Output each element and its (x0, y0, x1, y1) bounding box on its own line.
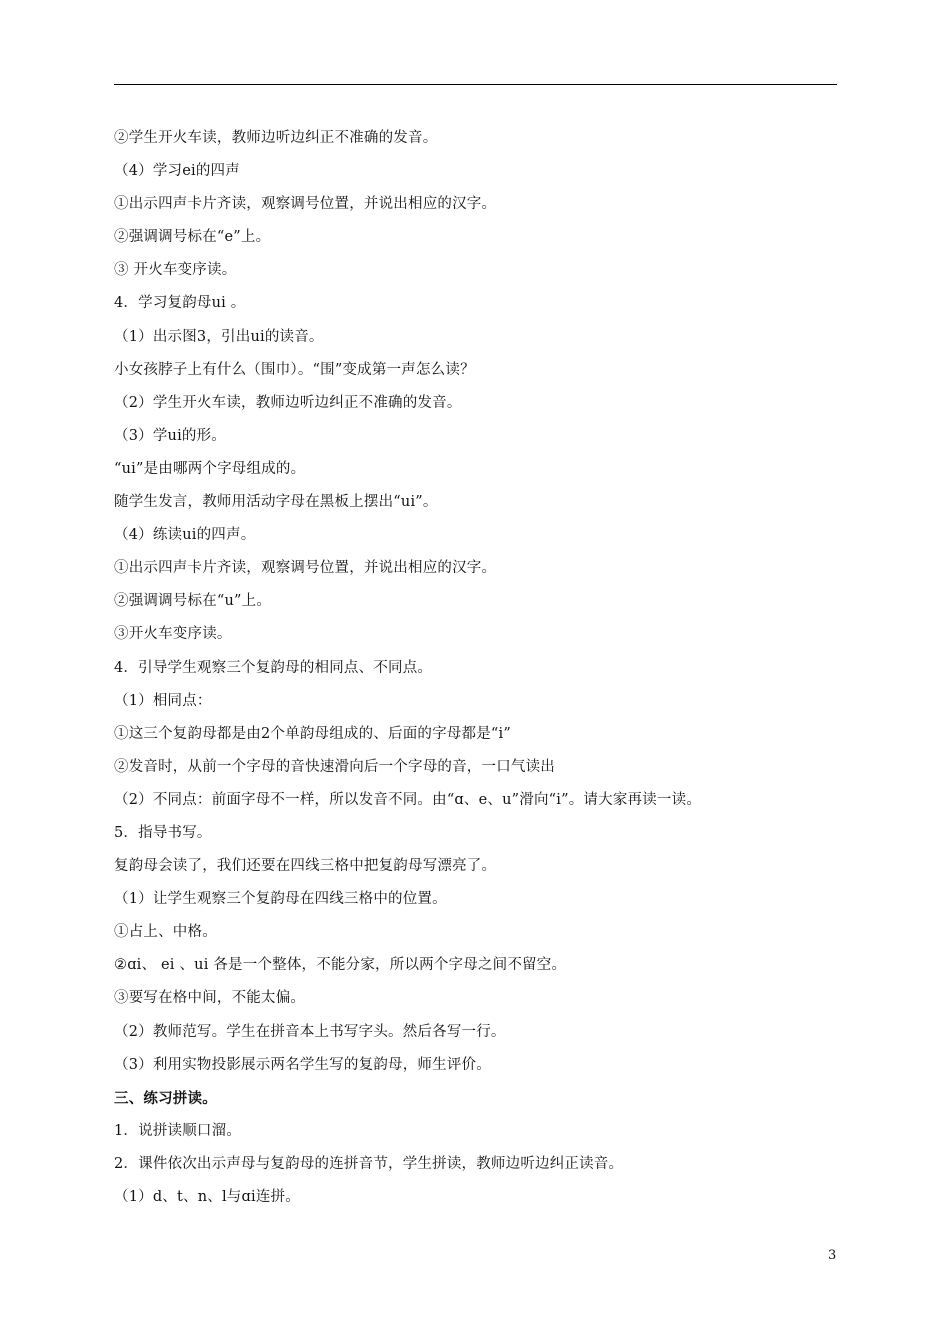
section-heading: 三、练习拼读。 (114, 1089, 217, 1107)
text-line: 复韵母会读了，我们还要在四线三格中把复韵母写漂亮了。 (114, 858, 497, 875)
text-line: 5．指导书写。 (114, 824, 212, 841)
text-line: （3）学ui的形。 (114, 427, 227, 444)
text-line: （2）教师范写。学生在拼音本上书写字头。然后各写一行。 (114, 1023, 506, 1040)
text-line: ③要写在格中间，不能太偏。 (114, 990, 306, 1007)
text-line: ②ɑi、 ei 、ui 各是一个整体，不能分家，所以两个字母之间不留空。 (114, 957, 567, 974)
text-line: （1）d、t、n、l与ɑi连拼。 (114, 1189, 300, 1205)
text-line: ②发音时，从前一个字母的音快速滑向后一个字母的音，一口气读出 (114, 758, 555, 775)
text-line: “ui”是由哪两个字母组成的。 (114, 460, 306, 477)
text-line: （4）学习ei的四声 (114, 163, 240, 180)
text-line: （1）相同点： (114, 692, 212, 709)
text-line: ①占上、中格。 (114, 924, 217, 941)
text-line: （2）学生开火车读，教师边听边纠正不准确的发音。 (114, 394, 462, 411)
text-line: （4）练读ui的四声。 (114, 527, 256, 544)
text-line: ②强调调号标在“u”上。 (114, 593, 272, 610)
text-line: ②强调调号标在“e”上。 (114, 229, 271, 246)
page-number: 3 (828, 1248, 837, 1263)
header-rule (114, 84, 837, 85)
text-line: 4．引导学生观察三个复韵母的相同点、不同点。 (114, 659, 433, 676)
document-body (114, 122, 844, 1214)
text-line: （1）出示图3，引出ui的读音。 (114, 328, 324, 345)
text-line: 4．学习复韵母ui 。 (114, 295, 246, 312)
text-line: ③ 开火车变序读。 (114, 262, 237, 279)
text-line: ①出示四声卡片齐读，观察调号位置，并说出相应的汉字。 (114, 196, 497, 213)
text-line: 2．课件依次出示声母与复韵母的连拼音节，学生拼读，教师边听边纠正读音。 (114, 1155, 624, 1172)
text-line: ①这三个复韵母都是由2个单韵母组成的、后面的字母都是“i” (114, 725, 511, 742)
text-line: 小女孩脖子上有什么（围巾）。“围”变成第一声怎么读？ (114, 361, 475, 378)
text-line: 1．说拼读顺口溜。 (114, 1122, 242, 1139)
text-line: ③开火车变序读。 (114, 626, 232, 643)
text-line: （2）不同点：前面字母不一样，所以发音不同。由“ɑ、e、u”滑向“i”。请大家再读一读。 (114, 791, 702, 808)
text-line: （3）利用实物投影展示两名学生写的复韵母，师生评价。 (114, 1056, 491, 1073)
text-line: （1）让学生观察三个复韵母在四线三格中的位置。 (114, 891, 447, 908)
text-line: ①出示四声卡片齐读，观察调号位置，并说出相应的汉字。 (114, 560, 497, 577)
text-line: 随学生发言，教师用活动字母在黑板上摆出“ui”。 (114, 494, 438, 511)
text-line: ②学生开火车读，教师边听边纠正不准确的发音。 (114, 130, 438, 146)
